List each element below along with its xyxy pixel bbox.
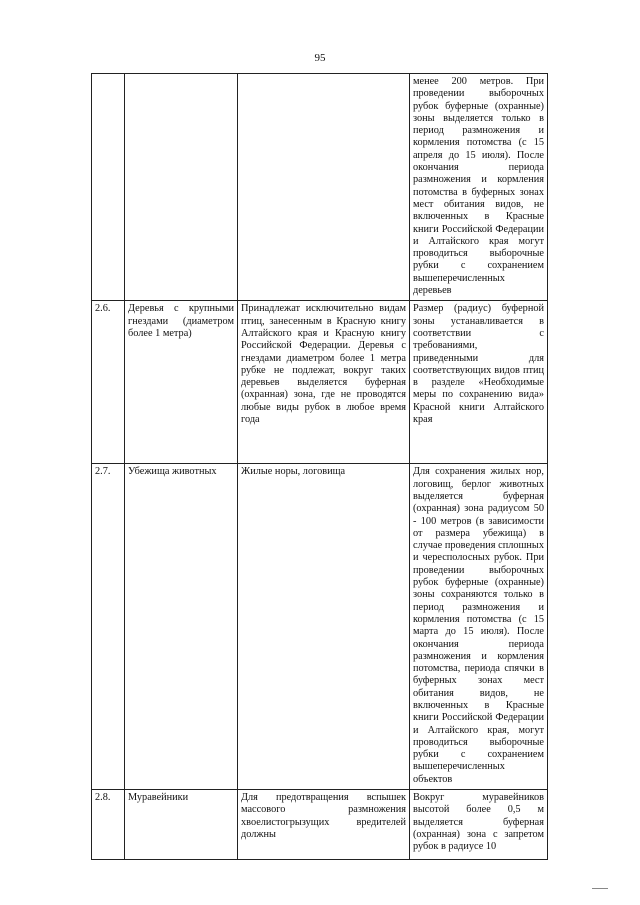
table-row	[92, 301, 548, 464]
requirements-table	[91, 73, 548, 860]
table-row	[92, 790, 548, 860]
object-description-cell	[238, 74, 410, 301]
protection-requirement-cell: Для сохранения жилых нор, логовищ, берлог животных выделяется буферная (охранная) зона радиусом 50 - 100 метров (в зависимости от размера убежища) в случае проведения сплошных и чересполосных рубок. При проведении выборочных рубок буферные (охранные) зоны сохраняются только в период размножения и кормления потомства (с 15 марта до 15 июля). После окончания периода размножения и кормления потомства, периода спячки в буферных зонах мест обитания видов, не включенных в Красные книги Российской Федерации и Алтайского края, могут проводиться выборочные рубки с сохранением вышеперечисленных объектов	[410, 464, 548, 790]
page-number: 95	[314, 52, 326, 64]
row-number-cell: 2.7.	[92, 464, 125, 790]
object-name-cell: Убежища животных	[125, 464, 238, 790]
protection-requirement-cell: менее 200 метров. При проведении выборочных рубок буферные (охранные) зоны выделяется только в период размножения и кормления потомства (с 15 апреля до 15 июля). После окончания периода размножения и кормления потомства в буферных зонах мест обитания видов, не включенных в Красные книги Российской Федерации и Алтайского края могут проводиться выборочные рубки с сохранением вышеперечисленных деревьев	[410, 74, 548, 301]
protection-requirement-cell: Размер (радиус) буферной зоны устанавливается в соответствии с требованиями, приведенными для соответствующих видов птиц в разделе «Необходимые меры по сохранению вида» Красной книги Алтайского края	[410, 301, 548, 464]
table-row	[92, 74, 548, 301]
protection-requirement-cell: Вокруг муравейников высотой более 0,5 м выделяется буферная (охранная) зона с запретом рубок в радиусе 10	[410, 790, 548, 860]
object-name-cell: Муравейники	[125, 790, 238, 860]
object-name-cell: Деревья с крупными гнездами (диаметром более 1 метра)	[125, 301, 238, 464]
row-number-cell: 2.6.	[92, 301, 125, 464]
row-number-cell: 2.8.	[92, 790, 125, 860]
object-description-cell: Жилые норы, логовища	[238, 464, 410, 790]
table-row	[92, 464, 548, 790]
object-description-cell: Принадлежат исключительно видам птиц, занесенным в Красную книгу Алтайского края и Красную книгу Российской Федерации. Деревья с гнездами диаметром более 1 метра рубке не подлежат, вокруг таких деревьев выделяется буферная (охранная) зона, где не проводятся любые виды рубок в любое время года	[238, 301, 410, 464]
object-description-cell: Для предотвращения вспышек массового размножения хвоелистогрызущих вредителей должны	[238, 790, 410, 860]
scan-mark	[592, 888, 608, 889]
row-number-cell	[92, 74, 125, 301]
object-name-cell	[125, 74, 238, 301]
